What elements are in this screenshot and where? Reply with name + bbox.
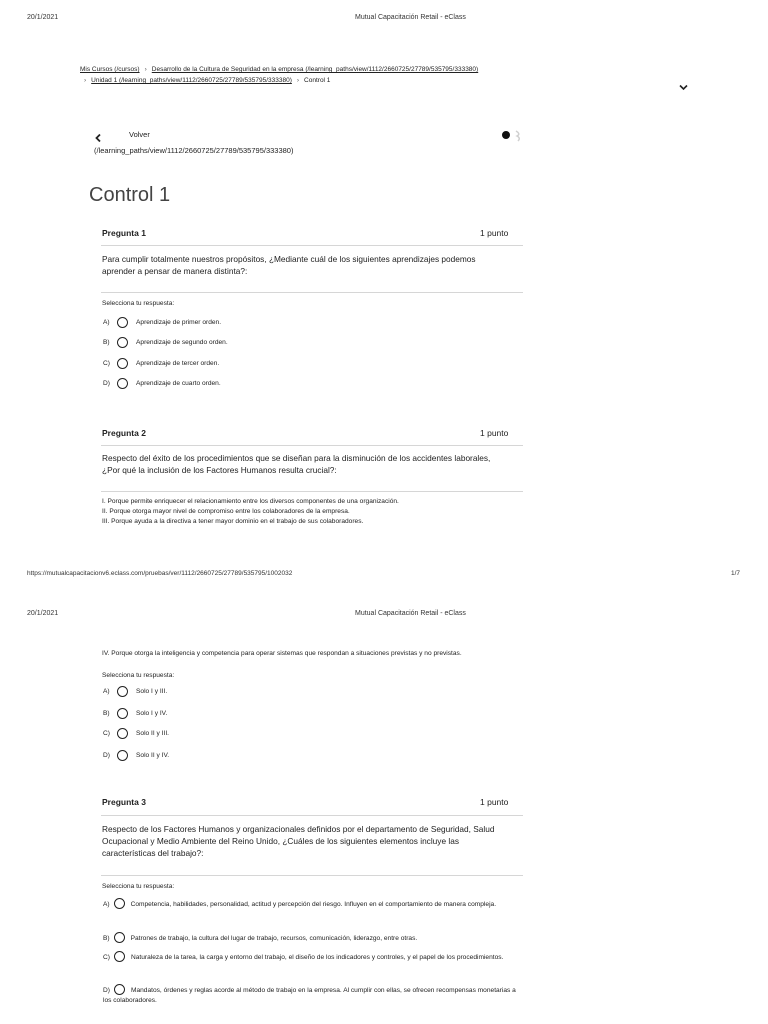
- option-letter: A): [103, 901, 110, 908]
- divider: [101, 875, 523, 876]
- question-1-option-a[interactable]: [103, 317, 221, 328]
- print-site-title: Mutual Capacitación Retail - eClass: [355, 14, 466, 21]
- option-letter: B): [103, 339, 110, 346]
- question-2-prompt: Selecciona tu respuesta:: [102, 672, 175, 679]
- question-2-statement-4: IV. Porque otorga la inteligencia y competencia para operar sistemas que respondan a situaciones previstas y no previstas.: [102, 650, 462, 657]
- question-1-title: Pregunta 1: [102, 228, 146, 238]
- radio-button[interactable]: [114, 932, 125, 943]
- breadcrumb-separator: ›: [144, 66, 147, 73]
- radio-button[interactable]: [117, 378, 128, 389]
- radio-button[interactable]: [117, 728, 128, 739]
- radio-button[interactable]: [117, 750, 128, 761]
- question-2-option-c[interactable]: [103, 728, 169, 739]
- option-label: Solo I y IV.: [136, 710, 168, 717]
- page-title: Control 1: [89, 184, 171, 206]
- option-letter: D): [103, 987, 110, 994]
- question-1-text: Para cumplir totalmente nuestros propósitos, ¿Mediante cuál de los siguientes aprendizajes podemos aprender a pensar de manera distinta?:: [102, 254, 476, 276]
- question-2-option-d[interactable]: [103, 750, 169, 761]
- radio-button[interactable]: [117, 337, 128, 348]
- radio-button[interactable]: [117, 358, 128, 369]
- question-1-prompt: Selecciona tu respuesta:: [102, 300, 175, 307]
- print-date: 20/1/2021: [27, 610, 59, 617]
- breadcrumb-current: Control 1: [304, 77, 331, 84]
- print-site-title: Mutual Capacitación Retail - eClass: [355, 610, 466, 617]
- status-dot-icon: [502, 131, 510, 139]
- question-1-option-c[interactable]: [103, 358, 219, 369]
- option-label: Aprendizaje de tercer orden.: [136, 360, 220, 367]
- back-link-path: (/learning_paths/view/1112/2660725/27789/535795/333380): [94, 146, 294, 155]
- breadcrumb-desarrollo[interactable]: Desarrollo de la Cultura de Seguridad en la empresa (/learning_paths/view/1112/2660725/27789/535795/333380): [151, 66, 479, 73]
- option-label: Solo II y IV.: [136, 752, 170, 759]
- question-3-text: Respecto de los Factores Humanos y organizacionales definidos por el departamento de Seguridad, Salud Ocupacional y Medio Ambiente del Reino Unido, ¿Cuáles de los siguientes elementos incluye las características del trabajo?:: [102, 824, 495, 858]
- back-link[interactable]: Volver: [129, 130, 150, 139]
- question-3-option-a[interactable]: [103, 898, 523, 910]
- print-date: 20/1/2021: [27, 14, 59, 21]
- radio-button[interactable]: [114, 951, 125, 962]
- option-letter: C): [103, 360, 110, 367]
- question-3-title: Pregunta 3: [102, 797, 146, 807]
- print-url: https://mutualcapacitacionv6.eclass.com/pruebas/ver/1112/2660725/27789/535795/1002032: [27, 570, 293, 577]
- question-3-points: 1 punto: [480, 797, 509, 807]
- radio-button[interactable]: [114, 984, 125, 995]
- question-2-statement-1: I. Porque permite enriquecer el relacionamiento entre los diversos componentes de una organización.: [102, 498, 399, 505]
- question-2-statement-3: III. Porque ayuda a la directiva a tener mayor dominio en el trabajo de sus colaboradores.: [102, 518, 364, 525]
- option-letter: A): [103, 688, 110, 695]
- breadcrumb-mis-cursos[interactable]: Mis Cursos (/cursos): [80, 66, 140, 73]
- question-2-option-a[interactable]: [103, 686, 167, 697]
- radio-button[interactable]: [117, 686, 128, 697]
- question-3-option-d[interactable]: [103, 984, 523, 1006]
- question-2-text: Respecto del éxito de los procedimientos que se diseñan para la disminución de los accidentes laborales, ¿Por qué la inclusión de los Factores Humanos resulta crucial?:: [102, 453, 491, 475]
- print-page-number: 1/7: [731, 570, 741, 577]
- question-2-statement-2: II. Porque otorga mayor nivel de compromiso entre los colaboradores de la empresa.: [102, 508, 350, 515]
- breadcrumb-separator: ›: [84, 77, 87, 84]
- option-label: Mandatos, órdenes y reglas acorde al método de trabajo en la empresa. Al cumplir con ellas, se ofrecen recompensas monetarias a los colaboradores.: [103, 987, 516, 1004]
- question-3-option-c[interactable]: [103, 951, 523, 963]
- option-label: Solo I y III.: [136, 688, 168, 695]
- question-2-points: 1 punto: [480, 428, 509, 438]
- radio-button[interactable]: [117, 708, 128, 719]
- option-label: Competencia, habilidades, personalidad, actitud y percepción del riesgo. Influyen en el comportamiento de manera compleja.: [130, 901, 497, 908]
- radio-button[interactable]: [114, 898, 125, 909]
- option-label: Solo II y III.: [136, 730, 169, 737]
- option-letter: D): [103, 752, 110, 759]
- breadcrumb-unidad[interactable]: Unidad 1 (/learning_paths/view/1112/2660725/27789/535795/333380): [91, 77, 292, 84]
- question-1-option-d[interactable]: [103, 378, 221, 389]
- option-letter: D): [103, 380, 110, 387]
- question-3-option-b[interactable]: [103, 932, 523, 944]
- radio-button[interactable]: [117, 317, 128, 328]
- divider: [101, 491, 523, 492]
- option-letter: B): [103, 710, 110, 717]
- divider: [101, 815, 523, 816]
- question-2-title: Pregunta 2: [102, 428, 146, 438]
- divider: [101, 445, 523, 446]
- option-label: Aprendizaje de cuarto orden.: [136, 380, 221, 387]
- option-letter: B): [103, 935, 110, 942]
- chevron-down-icon[interactable]: [679, 82, 688, 94]
- option-label: Patrones de trabajo, la cultura del lugar de trabajo, recursos, comunicación, liderazgo, entre otras.: [130, 935, 418, 942]
- breadcrumb-separator: ›: [296, 77, 300, 84]
- option-label: Aprendizaje de segundo orden.: [136, 339, 228, 346]
- option-letter: C): [103, 954, 110, 961]
- question-3-prompt: Selecciona tu respuesta:: [102, 883, 175, 890]
- option-letter: C): [103, 730, 110, 737]
- divider: [101, 245, 523, 246]
- question-2-option-b[interactable]: [103, 708, 167, 719]
- breadcrumb: [80, 64, 540, 86]
- option-label: Aprendizaje de primer orden.: [136, 319, 222, 326]
- question-1-points: 1 punto: [480, 228, 509, 238]
- question-1-option-b[interactable]: [103, 337, 228, 348]
- divider: [101, 292, 523, 293]
- option-label: Naturaleza de la tarea, la carga y entorno del trabajo, el diseño de los indicadores y controles, y el papel de los procedimientos.: [130, 954, 504, 961]
- option-letter: A): [103, 319, 110, 326]
- loading-icon: [514, 130, 522, 145]
